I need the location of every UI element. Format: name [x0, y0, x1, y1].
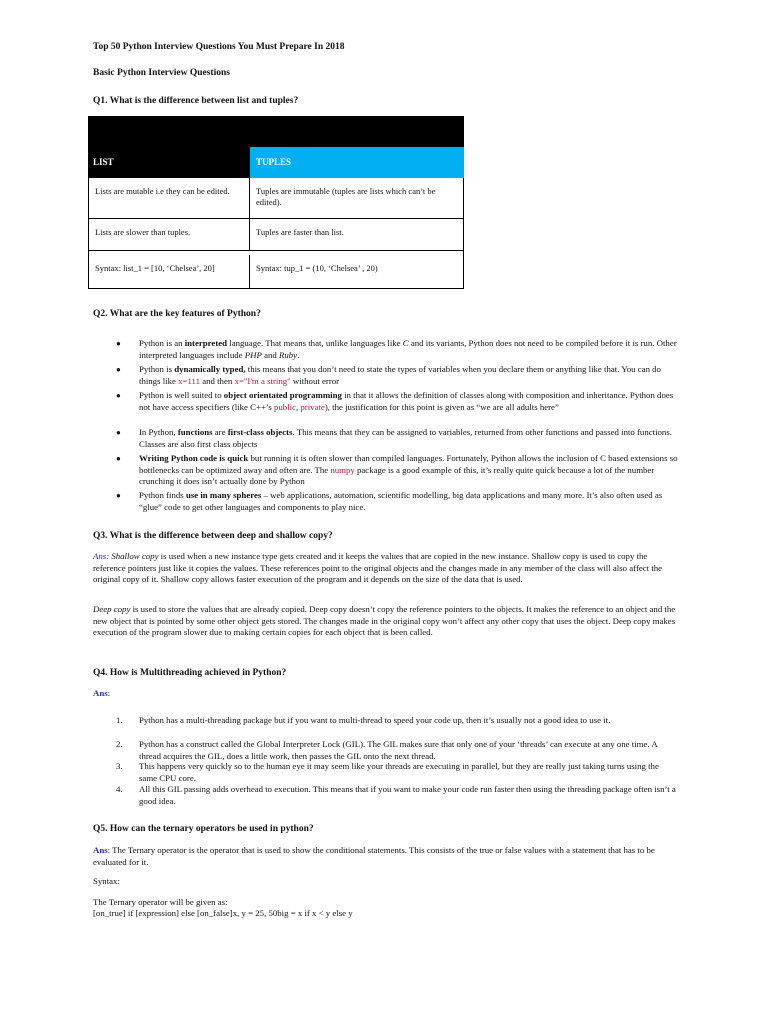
section-heading: Basic Python Interview Questions	[93, 68, 230, 78]
q1-heading: Q1. What is the difference between list and tuples?	[93, 96, 299, 106]
bullet-icon: ●	[116, 365, 121, 374]
table-header-row	[88, 147, 464, 178]
list-number: 4.	[116, 784, 123, 794]
table-cell: Lists are slower than tuples.	[89, 219, 250, 250]
list-item: All this GIL passing adds overhead to execution. This means that if you want to make your code run faster then using the threading package often isn’t a good idea.	[139, 784, 676, 806]
list-item: Python has a construct called the Global Interpreter Lock (GIL). The GIL makes sure that only one of your ‘threads’ can execute at any one time. A thread acquires the GIL, does a little work, then passes the GIL onto the next thread.	[139, 739, 658, 761]
list-number: 2.	[116, 739, 123, 749]
list-item: Python has a multi-threading package but if you want to multi-thread to speed your code up, then it’s usually not a good idea to use it.	[139, 715, 611, 725]
list-item: Python finds use in many spheres – web applications, automation, scientific modelling, big data applications and many more. It’s also often used as “glue” code to get other languages and components to play nice.	[139, 490, 663, 512]
table-cell: Tuples are faster than list.	[256, 227, 344, 237]
list-item: This happens very quickly so to the human eye it may seem like your threads are executing in parallel, but they are really just taking turns using the same CPU core.	[139, 761, 659, 783]
q3-heading: Q3. What is the difference between deep and shallow copy?	[93, 531, 333, 541]
list-item: In Python, functions are first-class objects. This means that they can be assigned to variables, returned from other functions and passed into functions. Classes are also first class objects	[139, 427, 672, 449]
table-header-tuples: TUPLES	[250, 147, 464, 178]
table-cell: Syntax: tup_1 = (10, ‘Chelsea’ , 20)	[256, 263, 378, 273]
list-item: Writing Python code is quick but running it is often slower than compiled languages. Fortunately, Python allows the inclusion of C based extensions so bottlenecks can be optimized away and often are. The numpy package is a good example of this, it’s really quite quick because a lot of the number crunching it does isn’t actually done by Python	[139, 453, 678, 486]
bullet-icon: ●	[116, 428, 121, 437]
shallow-copy-paragraph: Ans: Shallow copy is used when a new instance type gets created and it keeps the values that are copied in the new instance. Shallow copy is used to copy the reference pointers just like it copies the values. These references point to the original objects and the changes made in any member of the class will also affect the original copy of it. Shallow copy allows faster execution of the program and it depends on the size of the data that is used.	[93, 551, 663, 584]
table-row	[88, 178, 464, 219]
list-item: Python is an interpreted language. That means that, unlike languages like C and its variants, Python does not need to be compiled before it is run. Other interpreted languages include PHP and Ruby.	[139, 338, 677, 360]
q2-heading: Q2. What are the key features of Python?	[93, 309, 261, 319]
table-row	[88, 251, 464, 289]
list-number: 3.	[116, 761, 123, 771]
q5-answer-paragraph: Ans: The Ternary operator is the operator that is used to show the conditional statements. This consists of the true or false values with a statement that has to be evaluated for it.	[93, 845, 655, 867]
q5-heading: Q5. How can the ternary operators be used in python?	[93, 824, 314, 834]
bullet-icon: ●	[116, 491, 121, 500]
table-row	[88, 219, 464, 251]
table-top-bar	[88, 116, 464, 147]
q4-ans-label: Ans:	[93, 688, 111, 698]
q4-heading: Q4. How is Multithreading achieved in Python?	[93, 668, 287, 678]
list-item: Python is well suited to object orientated programming in that it allows the definition of classes along with composition and inheritance. Python does not have access specifiers (like C++’s public, private), the justification for this point is given as “we are all adults here”	[139, 390, 674, 412]
document-title: Top 50 Python Interview Questions You Must Prepare In 2018	[93, 42, 345, 52]
syntax-label: Syntax:	[93, 876, 120, 886]
table-cell: Lists are mutable i.e they can be edited.	[89, 178, 250, 218]
list-item: Python is dynamically typed, this means that you don’t need to state the types of variables when you declare them or anything like that. You can do things like x=111 and then x="I'm a string" without error	[139, 364, 661, 386]
bullet-icon: ●	[116, 454, 121, 463]
list-number: 1.	[116, 715, 123, 725]
bullet-icon: ●	[116, 391, 121, 400]
table-header-list: LIST	[88, 147, 250, 178]
table-cell: Syntax: list_1 = [10, ‘Chelsea’, 20]	[89, 255, 250, 288]
bullet-icon: ●	[116, 339, 121, 348]
deep-copy-paragraph: Deep copy is used to store the values that are already copied. Deep copy doesn’t copy the reference pointers to the objects. It makes the reference to an object and the new object that is pointed by some other object gets stored. The changes made in the original copy won’t affect any other copy that uses the object. Deep copy makes execution of the program slower due to making certain copies for each object that is been called.	[93, 604, 676, 637]
syntax-line-1: The Ternary operator will be given as:	[93, 897, 228, 907]
list-vs-tuples-table	[88, 116, 464, 289]
syntax-line-2: [on_true] if [expression] else [on_false]x, y = 25, 50big = x if x < y else y	[93, 908, 353, 918]
table-cell: Tuples are immutable (tuples are lists which can’t be edited).	[256, 186, 436, 207]
